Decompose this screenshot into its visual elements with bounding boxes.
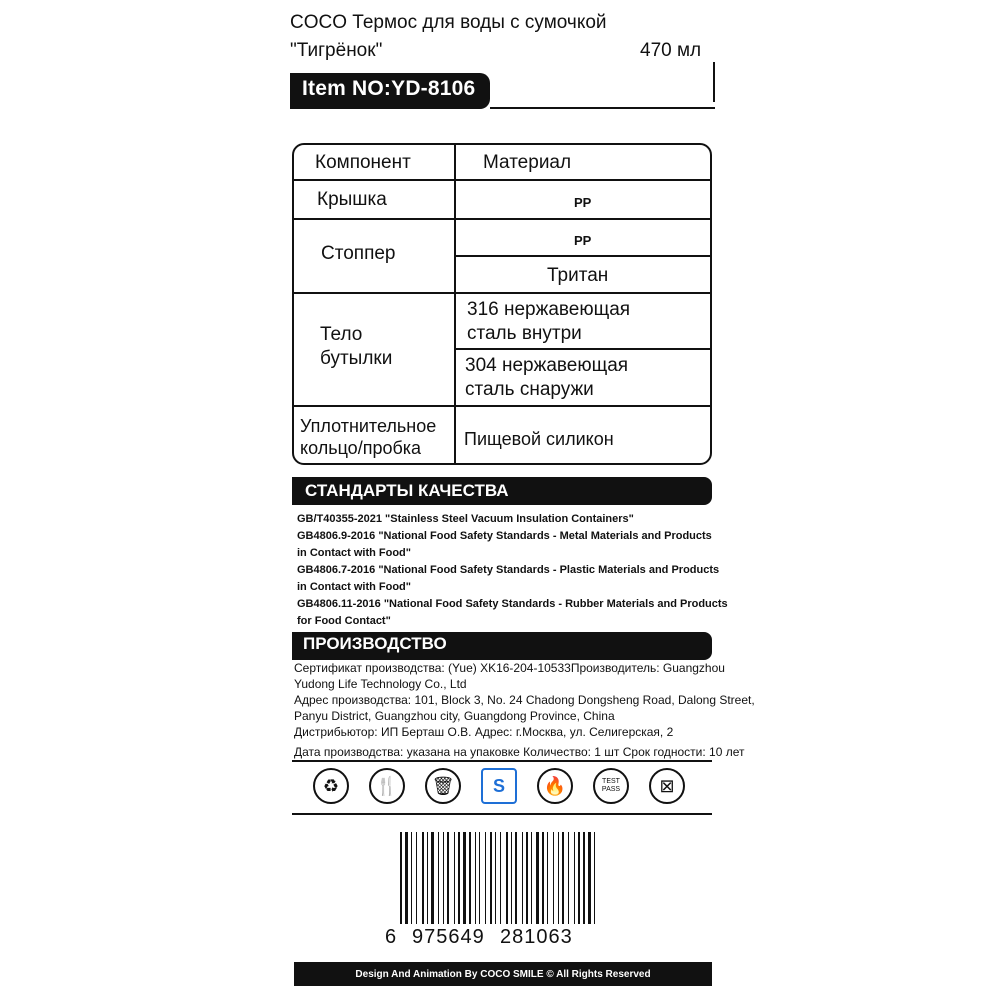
barcode-bar	[438, 832, 439, 924]
barcode-bar	[490, 832, 492, 924]
barcode-bar	[400, 832, 402, 924]
icons-bottom-rule	[292, 813, 712, 815]
barcode-bar	[469, 832, 471, 924]
standard-line: for Food Contact"	[297, 615, 391, 627]
standard-line: in Contact with Food"	[297, 581, 411, 593]
table-rule	[294, 405, 710, 407]
col1-header: Компонент	[315, 152, 411, 173]
barcode-bar	[495, 832, 496, 924]
component-body: Тело бутылки	[320, 324, 393, 369]
barcode-bar	[526, 832, 528, 924]
component-lid: Крышка	[317, 189, 387, 210]
barcode-bar	[547, 832, 548, 924]
production-line: Сертификат производства: (Yue) XK16-204-10533Производитель: Guangzhou	[294, 661, 725, 675]
barcode-bar	[431, 832, 434, 924]
barcode-bar	[458, 832, 460, 924]
standard-line: GB4806.7-2016 "National Food Safety Standards - Plastic Materials and Products	[297, 564, 720, 576]
material-stopper-2: Тритан	[547, 265, 609, 286]
component-stopper: Стоппер	[321, 243, 396, 264]
barcode-bar	[515, 832, 517, 924]
barcode-bar	[427, 832, 428, 924]
production-line: Дистрибьютор: ИП Берташ О.В. Адрес: г.Москва, ул. Селигерская, 2	[294, 725, 674, 739]
barcode-bar	[485, 832, 486, 924]
barcode-bar	[568, 832, 569, 924]
production-line: Yudong Life Technology Co., Ltd	[294, 677, 467, 691]
table-rule	[454, 348, 710, 350]
barcode-bar	[562, 832, 564, 924]
recycle-icon: ♻	[313, 768, 349, 804]
production-title: ПРОИЗВОДСТВО	[303, 634, 447, 653]
volume-label: 470 мл	[640, 40, 702, 61]
production-line: Panyu District, Guangzhou city, Guangdong Province, China	[294, 709, 615, 723]
standard-line: GB/T40355-2021 "Stainless Steel Vacuum Insulation Containers"	[297, 513, 634, 525]
material-body-outer: 304 нержавеющая сталь снаружи	[465, 355, 629, 400]
barcode-bar	[454, 832, 455, 924]
barcode-bar	[416, 832, 417, 924]
barcode-digit-first: 6	[385, 926, 398, 948]
footer-copyright: Design And Animation By COCO SMILE © All Rights Reserved	[294, 962, 712, 986]
table-rule	[294, 292, 710, 294]
barcode-bar	[542, 832, 544, 924]
quality-title: СТАНДАРТЫ КАЧЕСТВА	[305, 481, 509, 500]
material-lid: PP	[574, 195, 592, 210]
standard-line: in Contact with Food"	[297, 547, 411, 559]
product-title-line1: COCO Термос для воды с сумочкой	[290, 12, 607, 33]
barcode-bar	[463, 832, 466, 924]
header-divider	[713, 62, 715, 102]
standard-line: GB4806.11-2016 "National Food Safety Standards - Rubber Materials and Products	[297, 598, 728, 610]
table-col-divider	[454, 145, 456, 463]
test-pass-icon: TEST PASS	[593, 768, 629, 804]
barcode-bar	[405, 832, 408, 924]
barcode-bar	[475, 832, 476, 924]
product-title-line2: "Тигрёнок"	[290, 40, 383, 61]
barcode-bar	[479, 832, 480, 924]
no-fire-icon: 🔥	[537, 768, 573, 804]
item-number: Item NO:YD-8106	[302, 77, 476, 100]
production-line: Дата производства: указана на упаковке Количество: 1 шт Срок годности: 10 лет	[294, 745, 745, 759]
material-stopper-1: PP	[574, 233, 592, 248]
barcode-bar	[553, 832, 554, 924]
barcode-digits-group2: 281063	[500, 926, 573, 948]
barcode-bar	[411, 832, 412, 924]
component-seal: Уплотнительное кольцо/пробка	[300, 416, 437, 458]
barcode-bar	[558, 832, 559, 924]
qs-mark-icon: S	[481, 768, 517, 804]
table-rule	[454, 255, 710, 257]
barcode-bar	[588, 832, 591, 924]
col2-header: Материал	[483, 152, 572, 173]
barcode-bar	[422, 832, 424, 924]
barcode-bar	[594, 832, 595, 924]
barcode-bar	[447, 832, 449, 924]
barcode-bar	[536, 832, 539, 924]
production-line: Адрес производства: 101, Block 3, No. 24 Chadong Dongsheng Road, Dalong Street,	[294, 693, 755, 707]
barcode-bar	[522, 832, 523, 924]
barcode-bar	[574, 832, 575, 924]
table-rule	[294, 218, 710, 220]
materials-table	[292, 143, 712, 465]
barcode-digits-group1: 975649	[412, 926, 485, 948]
barcode-bar	[511, 832, 512, 924]
barcode-bar	[443, 832, 444, 924]
icons-top-rule	[292, 760, 712, 762]
trash-bin-icon: 🗑	[425, 768, 461, 804]
standard-line: GB4806.9-2016 "National Food Safety Standards - Metal Materials and Products	[297, 530, 712, 542]
no-microwave-icon: ⊠	[649, 768, 685, 804]
material-seal: Пищевой силикон	[464, 429, 614, 449]
barcode-bar	[506, 832, 508, 924]
barcode-bar	[500, 832, 501, 924]
material-body-inner: 316 нержавеющая сталь внутри	[467, 299, 631, 344]
barcode-bar	[578, 832, 580, 924]
cutlery-icon: 🍴	[369, 768, 405, 804]
table-rule	[294, 179, 710, 181]
barcode-bar	[531, 832, 532, 924]
barcode-bar	[583, 832, 585, 924]
item-underline	[490, 107, 715, 109]
